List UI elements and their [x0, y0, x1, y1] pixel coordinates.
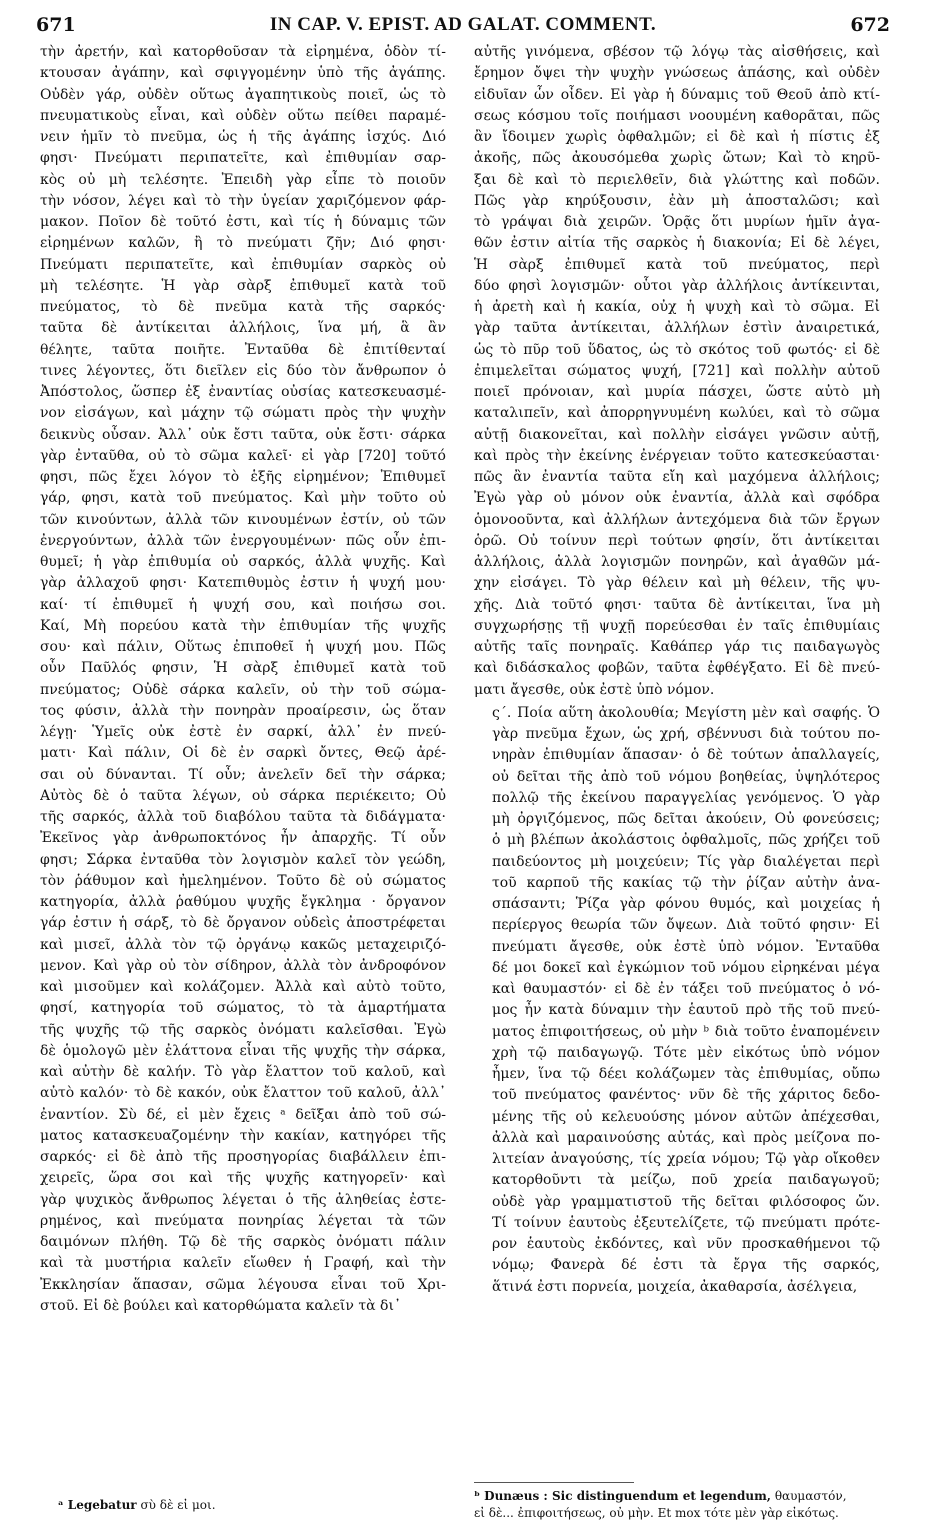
right-column-paragraph-1: [474, 42, 880, 701]
left-column: [40, 42, 446, 1317]
left-column-line: κτουσαν ἀγάπην, καὶ σφιγγομένην ὑπὸ τῆς ἀγάπης.: [40, 65, 446, 82]
right-column-line: ματι ἄγεσθε, οὐκ ἐστὲ ὑπὸ νόμον.: [474, 681, 715, 698]
right-column-line: καὶ διδάσκαλος φοβῶν, ταῦτα ἐφθέγξατο. Εἰ δὲ πνεύ-: [474, 660, 880, 677]
left-column-line: καὶ τὰ μυστήρια καλεῖν εἴωθεν ἡ Γραφή, καὶ τὴν: [40, 1255, 446, 1272]
left-column-line: Ἐκεῖνος γὰρ ἀνθρωποκτόνος ἦν ἀπαρχῆς. Τί οὖν: [40, 830, 446, 847]
left-column-line: νον εἰσάγων, καὶ μάχην τῷ σώματι πρὸς τὴν ψυχὴν: [40, 405, 446, 422]
left-column-line: καὶ μισεῖ, ἀλλὰ τὸν τῷ ὀργάνῳ κακῶς μεταχειριζό-: [40, 936, 446, 953]
right-column-line: ἀλλὰ καὶ μαραινούσης αὐτάς, καὶ πρὸς μείζονα πο-: [492, 1129, 880, 1146]
right-column-line: χῆς. Διὰ τοῦτό φησι· ταῦτα δὲ ἀντίκειται, ἵνα μὴ: [474, 596, 880, 613]
right-column-line: ς΄. Ποία αὕτη ἀκολουθία; Μεγίστη μὲν καὶ σαφής. Ὁ: [492, 704, 880, 721]
right-column: [474, 42, 880, 1298]
left-column-line: ἐναντίον. Σὺ δέ, εἰ μὲν ἔχεις ᵃ δεῖξαι ἀπὸ τοῦ σώ-: [40, 1106, 446, 1123]
left-column-line: δὲ ὁμολογῶ μὲν ἐλάττονα εἶναι τῆς ψυχῆς τὴν σάρκα,: [40, 1042, 446, 1059]
right-column-line: ὁ μὴ βλέπων ἀκολάστοις ὀφθαλμοῖς, πῶς χρήζει τοῦ: [492, 832, 880, 849]
left-column-line: γάρ ἐστιν ἡ σάρξ, τὸ δὲ ὄργανον οὐδεὶς ἀποστρέφεται: [40, 915, 446, 932]
right-column-line: ἂν ἴδοιμεν χωρὶς ὀφθαλμῶν; εἰ δὲ καὶ ἡ πίστις ἐξ: [474, 129, 880, 145]
right-column-line: ὡς τὸ πῦρ τοῦ ὕδατος, ὡς τὸ σκότος τοῦ φωτός· εἰ δὲ: [474, 341, 880, 358]
left-column-line: τῆς ψυχῆς τῷ τῆς σαρκὸς ὀνόματι καλεῖσθαι. Ἐγὼ: [40, 1021, 446, 1038]
right-column-line: Τί τοίνυν ἑαυτοὺς ἐξευτελίζετε, τῷ πνεύματι πρότε-: [492, 1214, 880, 1231]
footnote-right: [474, 1488, 886, 1522]
left-column-line: γάρ, φησι, κατὰ τοῦ πνεύματος. Καὶ μὴν τοῦτο οὐ: [40, 490, 446, 507]
right-column-line: συγχωρήσῃς τῇ ψυχῇ πορεύεσθαι ἐν ταῖς ἐπιθυμίαις: [474, 617, 880, 634]
left-column-line: φησι· Πνεύματι περιπατεῖτε, καὶ ἐπιθυμίαν σαρ-: [40, 150, 446, 167]
right-column-line: μος ἦν κατὰ δύναμιν τὴν ἑαυτοῦ πρὸ τῆς τοῦ πνεύ-: [492, 1002, 880, 1019]
right-column-line: νηρὰν ἐπιθυμίαν ἅπασαν· ὁ δὲ τούτων ἀπαλλαγείς,: [492, 747, 880, 764]
right-column-line: δέ μοι δοκεῖ καὶ ἐγκώμιον τοῦ νόμου εἰρηκέναι μέγα: [492, 959, 880, 976]
right-column-line: ἡ ἀρετὴ καὶ ἡ κακία, οὐχ ἡ ψυχὴ καὶ τὸ σῶμα. Εἰ: [474, 299, 880, 315]
right-column-line: ἐπιμελεῖται σώματος ψυχή, [721] καὶ πολλὴν αὐτοῦ: [474, 362, 880, 379]
right-column-line: ἀκοῆς, πῶς ἀκουσόμεθα χωρὶς ὤτων; Καὶ τὸ κηρῦ-: [474, 150, 880, 167]
right-column-line: ἅτινά ἐστι πορνεία, μοιχεία, ἀκαθαρσία, ἀσέλγεια,: [492, 1278, 858, 1295]
footnote-right-line2: εἰ δὲ... ἐπιφοιτήσεως, οὐ μὴν. Et mox τότε μὲν γὰρ εἰκότως.: [474, 1506, 839, 1520]
footnote-right-line1: θαυμαστόν,: [774, 1489, 847, 1503]
right-column-line: ρον ἑαυτοὺς ἐκδόντες, καὶ νῦν προσκαθήμενοι τῷ: [492, 1236, 880, 1252]
right-column-line: ὁρῶ. Οὐ τοίνυν περὶ τούτων φησίν, ὅτι ἀντίκειται: [474, 532, 880, 549]
left-column-line: φησι; Σάρκα ἐνταῦθα τὸν λογισμὸν καλεῖ τὸν γεώδη,: [40, 851, 446, 868]
right-column-line: περίεργος θεωρία τῶν ὄψεων. Διὰ τοῦτό φησιν· Εἰ: [492, 917, 880, 934]
right-column-line: αὐτῇ διακονεῖται, καὶ πολλὴν εἰσάγει γνῶσιν αὐτῇ,: [474, 426, 880, 443]
right-column-line: σπάσαντι; Ῥίζα γὰρ φόνου θυμός, καὶ μοιχείας ἡ: [492, 896, 880, 912]
right-column-line: τοῦ πνεύματος φανέντος· νῦν δὲ τῆς χάριτος δεδο-: [492, 1087, 880, 1104]
left-column-line: Καί, Μὴ πορεύου κατὰ τὴν ἐπιθυμίαν τῆς ψυχῆς: [40, 617, 446, 634]
left-column-line: τῶν κινούντων, ἀλλὰ τῶν κινουμένων ἐστίν, οὐ τῶν: [40, 511, 446, 528]
left-column-line: φησί, κατηγορία τοῦ σώματος, τὸ τὰ ἁμαρτήματα: [40, 1000, 446, 1017]
left-column-line: γὰρ ψυχικὸς ἄνθρωπος λέγεται ὁ τῆς ἀληθείας ἐστε-: [40, 1191, 446, 1208]
left-column-line: νειν ἡμῖν τὸ πνεῦμα, ὡς ἡ τῆς ἀγάπης ἰσχύς. Διό: [40, 129, 446, 145]
right-column-line: εἰδυῖαν ὧν οἶδεν. Εἰ γὰρ ἡ δύναμις τοῦ Θεοῦ ἀπὸ κτί-: [474, 86, 880, 103]
right-column-paragraph-2: [474, 703, 880, 1298]
footnote-rule-right: [474, 1482, 634, 1483]
right-column-line: παιδεύοντος μὴ μοιχεύειν; Τίς γὰρ διαλέγεται περὶ: [492, 853, 880, 870]
page-number-right: 672: [850, 14, 890, 36]
right-column-line: οὐδὲ γὰρ γραμματιστοῦ τῆς δεῖται φιλόσοφος ὤν.: [492, 1193, 880, 1210]
left-column-line: καὶ μισοῦμεν καὶ κολάζομεν. Ἀλλὰ καὶ αὐτὸ τοῦτο,: [40, 979, 446, 995]
left-column-line: οὖν Παῦλός φησιν, Ἡ σὰρξ ἐπιθυμεῖ κατὰ τοῦ: [40, 660, 446, 677]
left-column-line: δαιμόνων πλήθη. Τῷ δὲ τῆς σαρκὸς ὀνόματι πάλιν: [40, 1234, 446, 1250]
left-column-line: πνεύματος; Οὐδὲ σάρκα καλεῖν, οὐ τὴν τοῦ σώμα-: [40, 681, 446, 698]
right-column-line: ματος ἐπιφοιτήσεως, οὐ μὴν ᵇ διὰ τοῦτο ἐναπομένειν: [492, 1023, 880, 1040]
right-column-line: θῶν ἐστιν αἰτία τῆς σαρκὸς ἡ διακονία; Εἰ δὲ λέγει,: [474, 235, 880, 252]
footnote-right-label: ᵇ Dunæus : Sic distinguendum et legendum,: [474, 1489, 771, 1503]
right-column-line: γὰρ ταῦτα ἀντίκειται, ἀλλήλων ἐστὶν ἀναιρετικά,: [474, 320, 880, 337]
right-column-line: πολλῷ τῆς ἐκείνου παραγγελίας γενόμενος. Ὁ γὰρ: [492, 789, 880, 806]
right-column-line: καὶ πρὸς τὴν ἐκείνης ἐνέργειαν τοῦτο κατεσκεύασται·: [474, 447, 880, 464]
left-column-line: δεικνὺς οὖσαν. Ἀλλ᾽ οὐκ ἔστι ταῦτα, οὐκ ἔστι· σάρκα: [40, 426, 446, 443]
right-column-line: αὐτῆς ταῖς πονηραῖς. Καθάπερ γάρ τις παιδαγωγὸς: [474, 639, 880, 655]
left-column-line: θέλητε, ταῦτα ποιῆτε. Ἐνταῦθα δὲ ἐπιτίθενταί: [40, 341, 446, 358]
footnote-left: [58, 1497, 448, 1514]
right-column-line: πῶς ἂν ἐναντία ταῦτα εἴη καὶ μαχόμενα ἀλλήλοις;: [474, 469, 880, 485]
right-column-line: αὐτῆς γινόμενα, σβέσον τῷ λόγῳ τὰς αἰσθήσεις, καὶ: [474, 44, 880, 60]
right-column-line: καταλιπεῖν, καὶ ἀπορρηγνυμένη κωλύει, καὶ τὸ σῶμα: [474, 405, 880, 422]
left-column-line: τος φύσιν, ἀλλὰ τὴν πονηρὰν προαίρεσιν, ὡς ὅταν: [40, 702, 446, 719]
left-column-line: στοῦ. Εἰ δὲ βούλει καὶ κατορθώματα καλεῖν τὰ δι᾽: [40, 1297, 401, 1314]
right-column-line: λιτείαν ἀναγούσης, τίς χρεία νόμου; Τῷ γὰρ οἴκοθεν: [492, 1151, 880, 1167]
left-column-line: εἰρημένων καλῶν, ἢ τὸ πνεύματι ζῆν; Διό φησι·: [40, 235, 446, 252]
right-column-line: Ἡ σὰρξ ἐπιθυμεῖ κατὰ τοῦ πνεύματος, περὶ: [474, 256, 880, 273]
right-column-line: μένης τῆς οὐ κελευούσης μόνον αὐτῶν ἀπέχεσθαι,: [492, 1108, 880, 1125]
right-column-line: γὰρ πνεῦμα ἔχων, ὡς χρή, σβέννυσι διὰ τούτου πο-: [492, 726, 880, 742]
left-column-line: μενον. Καὶ γὰρ οὐ τὸν σίδηρον, ἀλλὰ τὸν ἀνδροφόνον: [40, 957, 446, 974]
left-column-line: Οὐδὲν γάρ, οὐδὲν οὕτως ἀγαπητικοὺς ποιεῖ, ὡς τὸ: [40, 86, 446, 103]
left-column-line: Πνεύματι περιπατεῖτε, καὶ ἐπιθυμίαν σαρκὸς οὐ: [40, 256, 446, 273]
left-column-line: λέγῃ· Ὑμεῖς οὐκ ἐστὲ ἐν σαρκί, ἀλλ᾽ ἐν πνεύ-: [40, 724, 446, 740]
right-column-line: σεως κόσμου τοῖς ποιήμασι νοουμένη καθορᾶται, πῶς: [474, 107, 880, 124]
left-column-line: ματος κατασκευαζομένην τὴν κακίαν, κατηγόρει τῆς: [40, 1127, 446, 1144]
running-title: IN CAP. V. EPIST. AD GALAT. COMMENT.: [269, 14, 657, 35]
left-column-line: καί· τί ἐπιθυμεῖ ἡ ψυχή σου, καὶ ποιήσω σοι.: [40, 596, 446, 613]
left-column-line: Ἀπόστολος, ὥσπερ ἐξ ἐναντίας οὐσίας κατεσκευασμέ-: [40, 384, 446, 400]
right-column-line: ποιεῖ πρόνοιαν, καὶ μυρία πάσχει, ὥστε αὐτὸ μὴ: [474, 384, 880, 400]
left-column-line: καὶ αὐτὴν δὲ καλήν. Τὸ γὰρ ἔλαττον τοῦ καλοῦ, καὶ: [40, 1064, 446, 1080]
right-column-line: ἀλλήλοις, ἀλλὰ λογισμῶν πονηρῶν, καὶ ἀγαθῶν μά-: [474, 554, 880, 570]
left-column-line: κατηγορία, ἀλλὰ ῥαθύμου ψυχῆς ἔγκλημα · ὄργανον: [40, 894, 446, 910]
left-column-line: σαρκός· εἰ δὲ ἀπὸ τῆς προσηγορίας διαβάλλειν ἐπι-: [40, 1149, 446, 1165]
right-column-line: νόμῳ; Φανερὰ δέ ἐστι τὰ ἔργα τῆς σαρκός,: [492, 1257, 880, 1274]
left-column-line: αὐτὸ καλόν· τὸ δὲ κακόν, οὐκ ἔλαττον τοῦ καλοῦ, ἀλλ᾽: [40, 1085, 446, 1102]
left-column-line: ρημένος, καὶ πνεύματα πονηρίας λέγεται τὰ τῶν: [40, 1212, 446, 1229]
right-column-line: Ἐγὼ γὰρ οὐ μόνον οὐκ ἐναντία, ἀλλὰ καὶ σφόδρα: [474, 490, 880, 507]
left-column-line: πνευματικοὺς εἶναι, καὶ οὐδὲν οὕτω πείθει παραμέ-: [40, 107, 446, 124]
right-column-line: δύο φησὶ λογισμῶν· οὗτοι γὰρ ἀλλήλοις ἀντίκεινται,: [474, 277, 880, 294]
left-column-paragraph: [40, 42, 446, 1317]
right-column-line: ξαι δὲ καὶ τὸ περιελθεῖν, διὰ γλώττης καὶ ποδῶν.: [474, 171, 880, 188]
left-column-line: πνεύματος, τὸ δὲ πνεῦμα κατὰ τῆς σαρκός·: [40, 299, 446, 315]
left-column-line: ἐνεργούντων, ἀλλὰ τῶν ἐνεργουμένων· πῶς οὖν ἐπι-: [40, 532, 446, 549]
left-column-line: σαι οὐ δύνανται. Τί οὖν; ἀνελεῖν δεῖ τὴν σάρκα;: [40, 766, 446, 783]
right-column-line: πνεύματι ἄγεσθε, οὐκ ἐστὲ ὑπὸ νόμον. Ἐνταῦθα: [492, 938, 880, 955]
left-column-line: τινες λέγοντες, ὅτι διεῖλεν εἰς δύο τὸν ἄνθρωπον ὁ: [40, 362, 446, 379]
footnote-left-text: σὺ δὲ εἰ μοι.: [140, 1498, 216, 1512]
left-column-line: ταῦτα δὲ ἀντίκειται ἀλλήλοις, ἵνα μή, ἃ ἂν: [40, 320, 446, 337]
left-column-line: Αὐτὸς δὲ ὁ ταῦτα λέγων, οὐ σάρκα περιέκειτο; Οὐ: [40, 787, 446, 804]
right-column-line: καὶ θαυμαστόν· εἰ δὲ ἐν τάξει τοῦ πνεύματος ὁ νό-: [492, 981, 880, 997]
right-column-line: ἔρημον ὄψει τὴν ψυχὴν γνώσεως ἁπάσης, καὶ οὐδὲν: [474, 65, 880, 82]
right-column-line: χρὴ τῷ παιδαγωγῷ. Τότε μὲν εἰκότως ὑπὸ νόμον: [492, 1044, 880, 1061]
left-column-line: τὴν ἀρετήν, καὶ κατορθοῦσαν τὰ εἰρημένα, ὁδὸν τί-: [40, 44, 446, 60]
left-column-line: Ἐκκλησίαν ἅπασαν, σῶμα λέγουσα εἶναι τοῦ Χρι-: [40, 1276, 446, 1293]
right-column-line: μὴ ὀργιζόμενος, πῶς δεῖται ἀκούειν, Οὐ φονεύσεις;: [492, 811, 880, 827]
right-column-line: χην εἰσάγει. Τὸ γὰρ θέλειν καὶ μὴ θέλειν, τῆς ψυ-: [474, 575, 880, 592]
page-header: [0, 0, 926, 40]
right-column-line: κατορθοῦντι τὰ μείζω, ποῦ χρεία παιδαγωγοῦ;: [492, 1172, 880, 1189]
right-column-line: οὐ δεῖται τῆς ἀπὸ τοῦ νόμου βοηθείας, ὑψηλότερος: [492, 768, 880, 785]
left-column-line: γὰρ ἐνταῦθα, οὐ τὸ σῶμα καλεῖ· εἰ γὰρ [720] τοῦτό: [40, 447, 446, 464]
footnote-left-label: ᵃ Legebatur: [58, 1498, 137, 1512]
left-column-line: τὸν ῥάθυμον καὶ ἠμελημένον. Τοῦτο δὲ οὐ σώματος: [40, 872, 446, 889]
left-column-line: τῆς σαρκός, ἀλλὰ τοῦ διαβόλου ταῦτα τὰ διδάγματα·: [40, 809, 446, 825]
left-column-line: σου· καὶ πάλιν, Οὕτως ἐπιποθεῖ ἡ ψυχή μου. Πῶς: [40, 639, 446, 655]
left-column-line: χειρεῖς, ὥρα σοι καὶ τῆς ψυχῆς κατηγορεῖν· καὶ: [40, 1170, 446, 1187]
left-column-line: μὴ τελέσητε. Ἡ γὰρ σὰρξ ἐπιθυμεῖ κατὰ τοῦ: [40, 277, 446, 294]
left-column-line: θυμεῖ; ἡ γὰρ ἐπιθυμία οὐ σαρκός, ἀλλὰ ψυχῆς. Καὶ: [40, 554, 446, 570]
left-column-line: κὸς οὐ μὴ τελέσητε. Ἐπειδὴ γὰρ εἶπε τὸ ποιοῦν: [40, 171, 446, 188]
right-column-line: Πῶς γὰρ κηρύξουσιν, ἐὰν μὴ ἀποσταλῶσι; καὶ: [474, 192, 880, 209]
left-column-line: ματι· Καὶ πάλιν, Οἱ δὲ ἐν σαρκὶ ὄντες, Θεῷ ἀρέ-: [40, 745, 446, 762]
right-column-line: τὸ γράψαι διὰ χειρῶν. Ὁρᾷς ὅτι μυρίων ἡμῖν ἀγα-: [474, 214, 880, 230]
page-number-left: 671: [36, 14, 76, 36]
right-column-line: ὁμονοοῦντα, καὶ ἀλλήλων ἀντεχόμενα διὰ τῶν ἔργων: [474, 511, 880, 528]
left-column-line: φησι, πῶς ἔχει λόγον τὸ ἑξῆς εἰρημένον; Ἐπιθυμεῖ: [40, 469, 446, 485]
right-column-line: ἦμεν, ἵνα τῷ δέει κολάζωμεν τὰς ἐπιθυμίας, οὔπω: [492, 1066, 880, 1082]
right-column-line: τοῦ καρποῦ τῆς κακίας τῷ τὴν ῥίζαν αὐτὴν ἀνα-: [492, 874, 880, 891]
left-column-line: τὴν νόσον, λέγει καὶ τὸ τὴν ὑγείαν χαριζόμενον φάρ-: [40, 192, 446, 209]
left-column-line: μακον. Ποῖον δὲ τοῦτό ἐστι, καὶ τίς ἡ δύναμις τῶν: [40, 214, 446, 230]
left-column-line: γὰρ ἀλλαχοῦ φησι· Κατεπιθυμὸς ἐστιν ἡ ψυχή μου·: [40, 575, 446, 592]
